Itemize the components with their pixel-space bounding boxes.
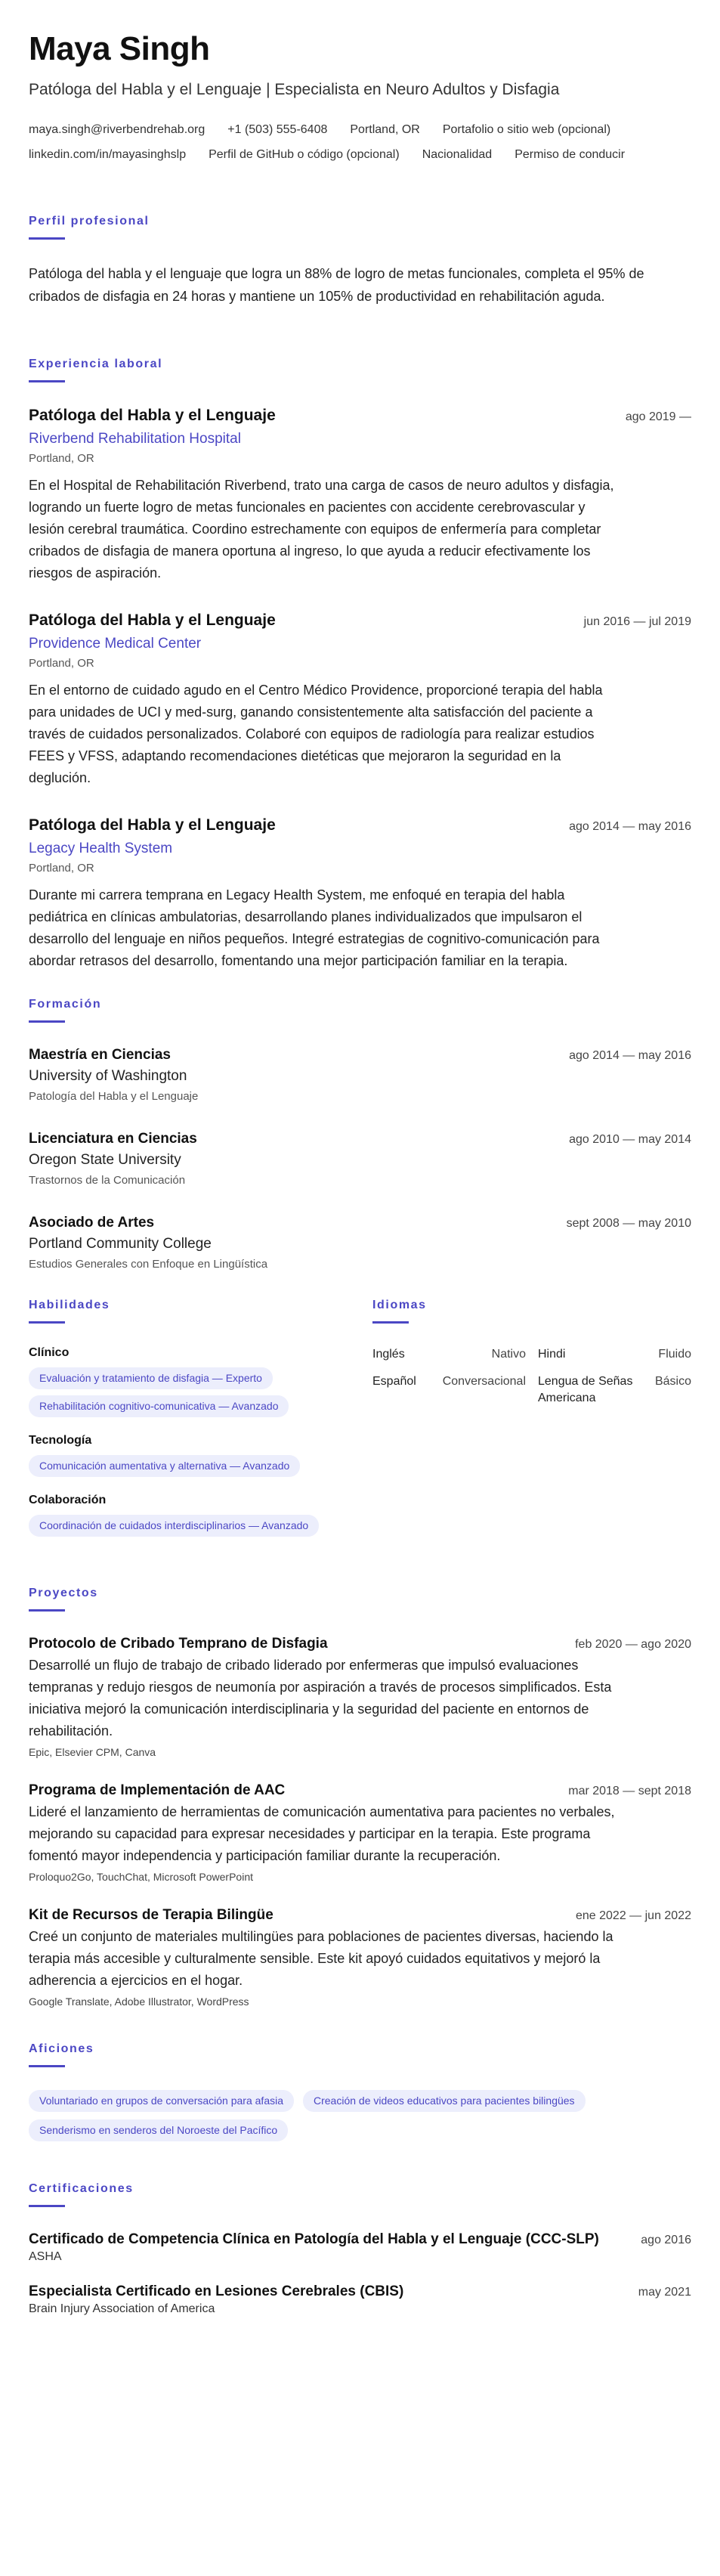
language-name: Inglés bbox=[372, 1348, 405, 1361]
project-tools: Proloquo2Go, TouchChat, Microsoft PowerPoint bbox=[29, 1871, 254, 1883]
job-location: Portland, OR bbox=[29, 862, 94, 875]
experience-section bbox=[29, 358, 691, 972]
project-entry bbox=[29, 1634, 691, 1758]
language-item bbox=[372, 1373, 526, 1407]
section-divider bbox=[29, 1321, 65, 1324]
job-title: Patóloga del Habla y el Lenguaje bbox=[29, 611, 276, 629]
certification-entry bbox=[29, 2230, 691, 2264]
contact-email[interactable]: maya.singh@riverbendrehab.org bbox=[29, 123, 205, 136]
certification-date: may 2021 bbox=[638, 2286, 691, 2299]
project-entry bbox=[29, 1781, 691, 1883]
project-title: Protocolo de Cribado Temprano de Disfagia bbox=[29, 1636, 328, 1652]
job-entry bbox=[29, 610, 691, 789]
job-dates: jun 2016 — jul 2019 bbox=[583, 615, 691, 628]
certification-issuer: Brain Injury Association of America bbox=[29, 2302, 215, 2315]
section-divider bbox=[29, 2205, 65, 2207]
hobby-tag: Senderismo en senderos del Noroeste del Pacífico bbox=[29, 2119, 288, 2141]
language-name: Lengua de Señas Americana bbox=[538, 1375, 633, 1404]
education-entry bbox=[29, 1045, 691, 1105]
contact-list bbox=[29, 119, 691, 165]
education-dates: sept 2008 — may 2010 bbox=[566, 1217, 691, 1230]
skill-group-title: Colaboración bbox=[29, 1494, 107, 1506]
certification-name: Especialista Certificado en Lesiones Cerebrales (CBIS) bbox=[29, 2283, 404, 2299]
section-title: Experiencia laboral bbox=[29, 358, 163, 370]
education-dates: ago 2010 — may 2014 bbox=[569, 1133, 691, 1146]
contact-portfolio[interactable]: Portafolio o sitio web (opcional) bbox=[442, 123, 611, 136]
job-description: En el entorno de cuidado agudo en el Centro Médico Providence, proporcioné terapia del habla para unidades de UCI y med-surg, ganando consistentemente alta satisfacción del paciente a través de cuidados personalizados. Colaboré con equipos de radiología para realizar estudios FEES y VFSS, adaptando recomendaciones dietéticas que mejoraron la seguridad en la deglución. bbox=[29, 683, 603, 785]
section-divider bbox=[29, 2065, 65, 2067]
job-location: Portland, OR bbox=[29, 452, 94, 465]
section-title: Certificaciones bbox=[29, 2182, 134, 2195]
projects-section bbox=[29, 1587, 691, 2008]
job-entry bbox=[29, 405, 691, 584]
job-title: Patóloga del Habla y el Lenguaje bbox=[29, 816, 276, 834]
skills-languages-row bbox=[29, 1299, 691, 1553]
degree-name: Licenciatura en Ciencias bbox=[29, 1131, 197, 1147]
section-divider bbox=[29, 237, 65, 240]
language-level: Conversacional bbox=[442, 1375, 526, 1388]
skill-group bbox=[29, 1434, 345, 1477]
language-name: Hindi bbox=[538, 1348, 566, 1361]
job-dates: ago 2019 — bbox=[625, 410, 691, 423]
field-of-study: Estudios Generales con Enfoque en Lingüística bbox=[29, 1258, 268, 1271]
project-title: Kit de Recursos de Terapia Bilingüe bbox=[29, 1907, 273, 1923]
institution-name: Oregon State University bbox=[29, 1152, 181, 1168]
project-tools: Epic, Elsevier CPM, Canva bbox=[29, 1746, 156, 1758]
hobby-tag: Voluntariado en grupos de conversación para afasia bbox=[29, 2090, 294, 2112]
contact-linkedin[interactable]: linkedin.com/in/mayasinghslp bbox=[29, 148, 187, 161]
project-description: Creé un conjunto de materiales multilingües para poblaciones de pacientes diversas, haciendo la terapia más accesible y culturalmente sensible. Este kit apoyó cuidados equitativos y mejoró la adherencia a ejercicios en el hogar. bbox=[29, 1929, 613, 1988]
skill-group bbox=[29, 1346, 345, 1417]
project-description: Desarrollé un flujo de trabajo de cribado liderado por enfermeras que impulsó evaluaciones tempranas y redujo riesgos de neumonía por aspiración a través de procesos simplificados. Esta iniciativa mejoró la comunicación interdisciplinaria y la seguridad del paciente en entornos de rehabilitación. bbox=[29, 1658, 612, 1738]
contact-github[interactable]: Perfil de GitHub o código (opcional) bbox=[209, 148, 400, 161]
section-title: Formación bbox=[29, 998, 102, 1011]
contact-nationality: Nacionalidad bbox=[422, 148, 493, 161]
skill-tag: Evaluación y tratamiento de disfagia — Experto bbox=[29, 1367, 273, 1389]
section-title: Perfil profesional bbox=[29, 215, 150, 228]
institution-name: University of Washington bbox=[29, 1068, 187, 1084]
languages-section bbox=[372, 1299, 691, 1553]
job-title: Patóloga del Habla y el Lenguaje bbox=[29, 407, 276, 424]
profile-summary: Patóloga del habla y el lenguaje que logra un 88% de logro de metas funcionales, completa el 95% de cribados de disfagia en 24 horas y mantiene un 105% de productividad en rehabilitación aguda. bbox=[29, 266, 644, 304]
skill-tag: Rehabilitación cognitivo-comunicativa — Avanzado bbox=[29, 1395, 289, 1417]
candidate-headline: Patóloga del Habla y el Lenguaje | Especialista en Neuro Adultos y Disfagia bbox=[29, 81, 560, 98]
institution-name: Portland Community College bbox=[29, 1236, 212, 1252]
language-name: Español bbox=[372, 1375, 416, 1388]
hobbies-section bbox=[29, 2042, 691, 2141]
section-divider bbox=[29, 1609, 65, 1612]
certification-date: ago 2016 bbox=[641, 2234, 691, 2246]
project-dates: feb 2020 — ago 2020 bbox=[575, 1638, 691, 1651]
section-divider bbox=[372, 1321, 409, 1324]
candidate-name: Maya Singh bbox=[29, 30, 210, 67]
section-title: Proyectos bbox=[29, 1587, 98, 1599]
employer-name: Legacy Health System bbox=[29, 841, 173, 856]
language-item bbox=[372, 1346, 526, 1363]
skill-tag: Coordinación de cuidados interdisciplinarios — Avanzado bbox=[29, 1515, 319, 1537]
section-title: Aficiones bbox=[29, 2042, 94, 2055]
education-entry bbox=[29, 1213, 691, 1273]
employer-name: Providence Medical Center bbox=[29, 636, 202, 652]
section-divider bbox=[29, 380, 65, 382]
education-dates: ago 2014 — may 2016 bbox=[569, 1049, 691, 1062]
contact-drivers-license: Permiso de conducir bbox=[515, 148, 626, 161]
skill-group-title: Tecnología bbox=[29, 1434, 92, 1447]
skill-group-title: Clínico bbox=[29, 1346, 70, 1359]
certification-issuer: ASHA bbox=[29, 2250, 62, 2263]
degree-name: Maestría en Ciencias bbox=[29, 1047, 171, 1063]
contact-location: Portland, OR bbox=[350, 123, 420, 136]
job-entry bbox=[29, 815, 691, 972]
language-level: Nativo bbox=[491, 1348, 526, 1361]
degree-name: Asociado de Artes bbox=[29, 1215, 155, 1231]
job-description: Durante mi carrera temprana en Legacy Health System, me enfoqué en terapia del habla pediátrica en clínicas ambulatorias, desarrollando planes individualizados que impulsaron el desarrollo del lenguaje en niños pequeños. Integré estrategias de cognitivo-comunicación para abordar retrasos del desarrollo, fomentando una mejor participación familiar en la terapia. bbox=[29, 887, 600, 968]
project-dates: ene 2022 — jun 2022 bbox=[575, 1909, 691, 1922]
field-of-study: Patología del Habla y el Lenguaje bbox=[29, 1090, 199, 1103]
section-divider bbox=[29, 1020, 65, 1023]
contact-phone[interactable]: +1 (503) 555-6408 bbox=[227, 123, 328, 136]
skill-tag: Comunicación aumentativa y alternativa — Avanzado bbox=[29, 1455, 300, 1477]
language-item bbox=[538, 1373, 691, 1407]
employer-name: Riverbend Rehabilitation Hospital bbox=[29, 431, 241, 447]
education-section bbox=[29, 998, 691, 1273]
project-entry bbox=[29, 1906, 691, 2008]
hobby-tag: Creación de videos educativos para pacientes bilingües bbox=[303, 2090, 586, 2112]
project-title: Programa de Implementación de AAC bbox=[29, 1782, 286, 1798]
project-description: Lideré el lanzamiento de herramientas de comunicación aumentativa para pacientes no verbales, mejorando su capacidad para expresar necesidades y participar en la terapia. Este programa fomentó mayor independencia y participación familiar durante la recuperación. bbox=[29, 1804, 615, 1863]
job-description: En el Hospital de Rehabilitación Riverbend, trato una carga de casos de neuro adultos y disfagia, logrando un fuerte logro de metas funcionales en pacientes con accidente cerebrovascular y lesión cerebral traumática. Coordino estrechamente con equipos de enfermería para completar cribados de disfagia de manera oportuna al ingreso, lo que ayuda a reducir efectivamente los riesgos de aspiración. bbox=[29, 478, 614, 581]
language-item bbox=[538, 1346, 691, 1363]
skills-section bbox=[29, 1299, 345, 1553]
section-title: Habilidades bbox=[29, 1299, 110, 1311]
language-level: Básico bbox=[654, 1375, 691, 1388]
project-dates: mar 2018 — sept 2018 bbox=[568, 1785, 691, 1797]
job-location: Portland, OR bbox=[29, 657, 94, 670]
project-tools: Google Translate, Adobe Illustrator, WordPress bbox=[29, 1995, 249, 2008]
field-of-study: Trastornos de la Comunicación bbox=[29, 1174, 186, 1187]
resume-header bbox=[29, 30, 691, 165]
certifications-section bbox=[29, 2182, 691, 2316]
certification-entry bbox=[29, 2282, 691, 2316]
language-level: Fluido bbox=[658, 1348, 691, 1361]
job-dates: ago 2014 — may 2016 bbox=[569, 820, 691, 833]
skill-group bbox=[29, 1494, 345, 1537]
profile-section bbox=[29, 215, 691, 308]
certification-name: Certificado de Competencia Clínica en Patología del Habla y el Lenguaje (CCC-SLP) bbox=[29, 2231, 599, 2247]
section-title: Idiomas bbox=[372, 1299, 427, 1311]
education-entry bbox=[29, 1129, 691, 1189]
